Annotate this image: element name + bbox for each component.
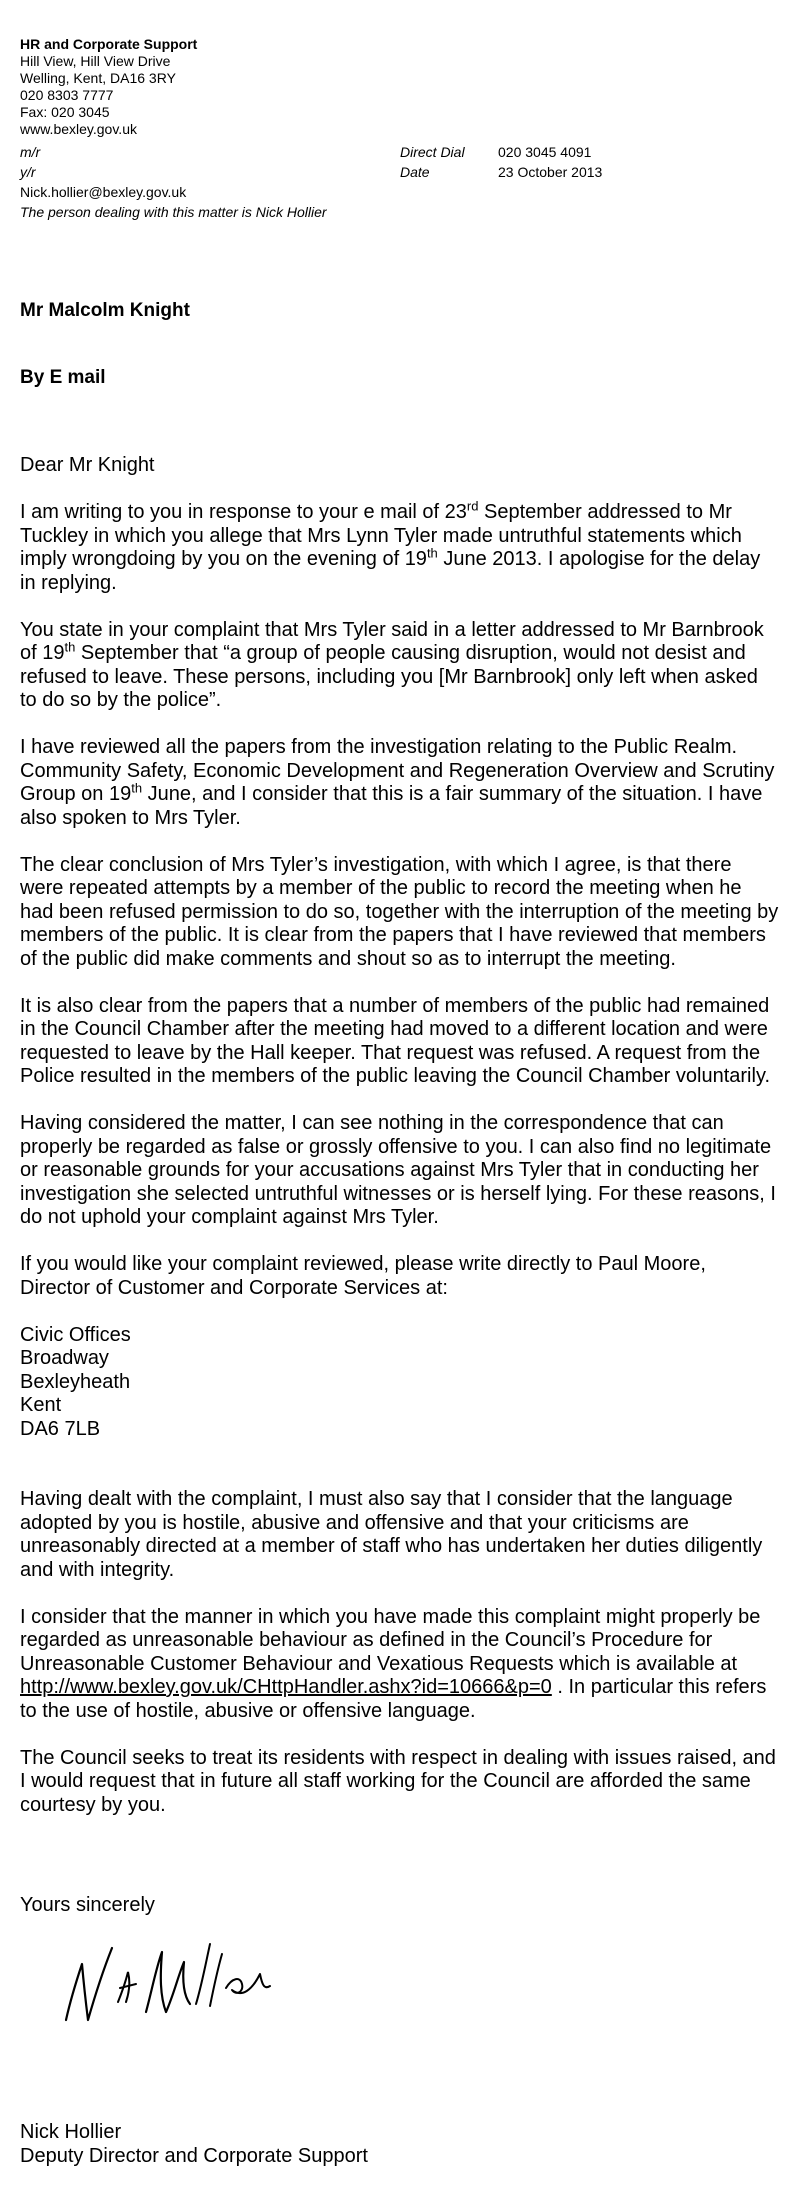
- org-name: HR and Corporate Support: [20, 36, 198, 52]
- direct-dial-value: 020 3045 4091: [498, 144, 592, 160]
- review-address: [20, 1324, 780, 1442]
- delivery-method: By E mail: [20, 367, 106, 388]
- address-line: Kent: [20, 1394, 62, 1416]
- paragraph: Having considered the matter, I can see nothing in the correspondence that can properly be regarded as false or grossly offensive to you. I can also find no legitimate or reasonable grounds for your accusations against Mrs Tyler that in conducting her investigation she selected untruthful witnesses or is herself lying. For these reasons, I do not uphold your complaint against Mrs Tyler.: [20, 1112, 776, 1228]
- handwritten-signature: [56, 1932, 286, 2042]
- paragraph: I have reviewed all the papers from the investigation relating to the Public Realm. Community Safety, Economic Development and Regeneration Overview and Scrutiny Group on 19th June, and I consider that this is a fair summary of the situation. I have also spoken to Mrs Tyler.: [20, 736, 775, 829]
- paragraph: If you would like your complaint reviewed, please write directly to Paul Moore, Director of Customer and Corporate Services at:: [20, 1253, 706, 1299]
- reference-row: [20, 162, 780, 182]
- reference-row: [20, 142, 780, 162]
- address-line: DA6 7LB: [20, 1417, 101, 1440]
- salutation: Dear Mr Knight: [20, 454, 155, 476]
- my-ref-label: m/r: [20, 144, 41, 160]
- contact-email: Nick.hollier@bexley.gov.uk: [20, 184, 187, 200]
- signer-block: [20, 2120, 368, 2168]
- paragraph: I am writing to you in response to your e mail of 23rd September addressed to Mr Tuckley in which you allege that Mrs Lynn Tyler made untruthful statements which imply wrongdoing by you on the evening of 19th June 2013. I apologise for the delay in replying.: [20, 498, 761, 594]
- signer-name: Nick Hollier: [20, 2121, 122, 2143]
- address-line: Hill View, Hill View Drive: [20, 53, 171, 69]
- address-line: Civic Offices: [20, 1323, 131, 1346]
- closing: Yours sincerely: [20, 1894, 155, 1916]
- letterhead: [20, 36, 780, 222]
- signer-title: Deputy Director and Corporate Support: [20, 2145, 368, 2167]
- fax-number: Fax: 020 3045: [20, 104, 110, 120]
- paragraph: Having dealt with the complaint, I must also say that I consider that the language adopted by you is hostile, abusive and offensive and that your criticisms are unreasonably directed at a member of staff who has undertaken her duties diligently and with integrity.: [20, 1488, 763, 1581]
- address-line: Welling, Kent, DA16 3RY: [20, 70, 176, 86]
- letter-body: [20, 454, 780, 1841]
- recipient-name: Mr Malcolm Knight: [20, 300, 190, 321]
- date-value: 23 October 2013: [498, 164, 603, 180]
- date-label: Date: [400, 164, 430, 180]
- paragraph: I consider that the manner in which you have made this complaint might properly be regarded as unreasonable behaviour as defined in the Council’s Procedure for Unreasonable Customer Behaviour and Vexatious Requests which is available at http://www.bexley.gov.uk/CHttpHandler.ashx?id=10666&p=0 . In particular this refers to the use of hostile, abusive or offensive language.: [20, 1605, 767, 1722]
- phone-number: 020 8303 7777: [20, 87, 114, 103]
- paragraph: The clear conclusion of Mrs Tyler’s investigation, with which I agree, is that there were repeated attempts by a member of the public to record the meeting when he had been refused permission to do so, together with the interruption of the meeting by members of the public. It is clear from the papers that I have reviewed that members of the public did make comments and shout so as to interrupt the meeting.: [20, 853, 779, 970]
- paragraph: You state in your complaint that Mrs Tyler said in a letter addressed to Mr Barnbrook of 19th September that “a group of people causing disruption, would not desist and refused to leave. These persons, including you [Mr Barnbrook] only left when asked to do so by the police”.: [20, 618, 764, 711]
- dealing-note: The person dealing with this matter is Nick Hollier: [20, 204, 327, 220]
- website: www.bexley.gov.uk: [20, 121, 137, 137]
- paragraph: It is also clear from the papers that a number of members of the public had remained in the Council Chamber after the meeting had moved to a different location and were requested to leave by the Hall keeper. That request was refused. A request from the Police resulted in the members of the public leaving the Council Chamber voluntarily.: [20, 994, 771, 1087]
- your-ref-label: y/r: [20, 164, 36, 180]
- address-line: Bexleyheath: [20, 1370, 131, 1393]
- direct-dial-label: Direct Dial: [400, 144, 465, 160]
- address-line: Broadway: [20, 1347, 109, 1369]
- procedure-link[interactable]: http://www.bexley.gov.uk/CHttpHandler.ashx?id=10666&p=0: [20, 1676, 552, 1698]
- paragraph: The Council seeks to treat its residents with respect in dealing with issues raised, and I would request that in future all staff working for the Council are afforded the same courtesy by you.: [20, 1746, 776, 1816]
